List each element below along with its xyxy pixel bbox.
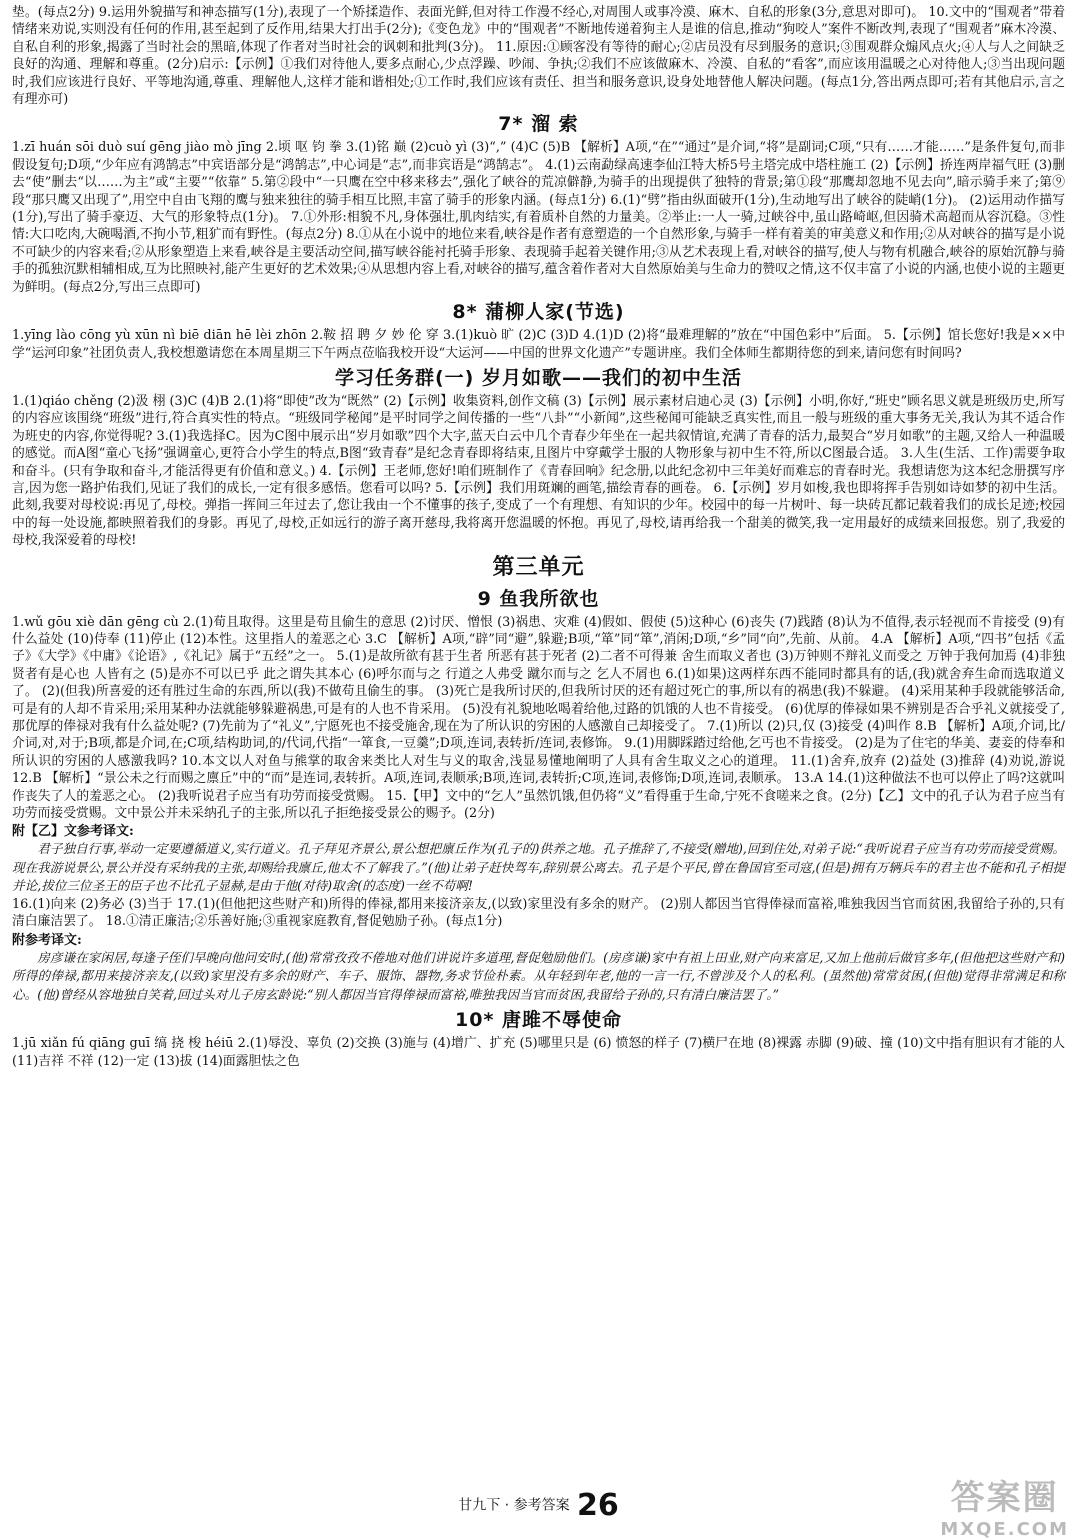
answer-paragraph: 1.jū xiǎn fú qiāng guī 缟 挠 梭 héiū 2.(1)辱没、辜负 (2)交换 (3)施与 (4)增广、扩充 (5)哪里只是 (6) 愤怒的样子 (7)横尸在地 (8)裸露 赤脚 (9)破、撞 (10)文中指有胆识有才能的人 (11)吉祥 不祥 (12)一定 (13)拔 (14)面露胆怯之色 (12, 1036, 1065, 1069)
answer-paragraph: 1.yīng lào cōng yù xūn nì biē diān hē lèi zhōn 2.鞍 招 聘 夕 妙 伦 穿 3.(1)kuò 旷 (2)C (3)D 4.(1)D (2)将“最难理解的”放在“中国色彩中”后面。 5.【示例】馆长您好!我是××中学“运河印象”社团负责人,我校想邀请您在本周星期三下午两点莅临我校开设“大运河——中国的世界文化遗产”专题讲座。我们全体师生都期待您的到来,请问您有时间吗? (12, 328, 1065, 361)
page-footer (0, 1488, 1077, 1523)
watermark-line2: MXQE.COM (940, 1519, 1069, 1540)
section-heading: 7* 溜 索 (498, 113, 579, 136)
answer-paragraph: 1.wǔ gōu xiè dān gēng cù 2.(1)荀且取得。这里是苟且偷生的意思 (2)讨厌、憎恨 (3)祸患、灾难 (4)假如、假使 (5)这种心 (6)丧失 (7)践踏 (8)认为不值得,表示轻视而不肯接受 (9)有什么益处 (10)侍奉 (11)停止 (12)本性。这里指人的羞恶之心 3.C 【解析】A项,“辟”同“避”,躲避;B项,“箪”同“箪”,消闲;D项,“乡”同“向”,先前、从前。 4.A 【解析】A项,“四书”包括《孟子》《大学》《中庸》《论语》,《礼记》属于“五经”之一。 5.(1)是故所欲有甚于生者 所恶有甚于死者 (2)二者不可得兼 舍生而取义者也 (3)万钟则不辩礼义而受之 万钟于我何加焉 (4)非独贤者有是心也 人皆有之 (5)是亦不可以已乎 此之谓失其本心 (6)呼尔而与之 行道之人弗受 蹴尔而与之 乞人不屑也 6.(1)如果)这两样东西不能同时都具有的话,(我)就舍弃生命而选取道义了。 (2)(但我)所喜爱的还有胜过生命的东西,所以(我)不做苟且偷生的事。 (3)死亡是我所讨厌的,但我所讨厌的还有超过死亡的事,所以有的祸患(我)不躲避。 (4)采用某种手段就能够活命,可是有的人却不肯采用;采用某种办法就能够躲避祸患,可是有的人也不肯采用。 (5)没有礼貌地吆喝着给他,过路的饥饿的人也不肯接受。 (6)优厚的俸禄如果不辨别是否合乎礼义就接受了,那优厚的俸禄对我有什么益处呢? (7)先前为了“礼义”,宁愿死也不接受施舍,现在为了所认识的穷困的人感激自己却接受了。 7.(1)所以 (2)只,仅 (3)接受 (4)叫作 8.B 【解析】A项,介词,比/介词,对,对于;B项,都是介词,在;C项,结构助词,的/代词,代指“一箪食,一豆羹”;D项,连词,表转折/连词,表修饰。 9.(1)用脚踩踏过给他,乞丐也不肯接受。 (2)是为了住宅的华美、妻妾的侍奉和所认识的穷困的人感激我吗? 10.本文以人对鱼与熊掌的取舍来类比人对生与义的取舍,浅显易懂地阐明了人具有舍生取义之心的道理。 11.(1)舍弃,放弃 (2)益处 (3)推辞 (4)劝说,游说 12.B 【解析】“景公未之行而赐之廪丘”中的“而”是连词,表转折。A项,连词,表顺承;B项,连词,表转折;C项,连词,表修饰;D项,连词,表顺承。 13.A 14.(1)这种做法不也可以停止了吗?这就叫作丧失了人的羞恶之心。 (2)我听说君子应当有功劳而接受赏赐。 15.【甲】文中的“乞人”虽然饥饿,但仍将“义”看得重于生命,宁死不食嗟来之食。(2分)【乙】文中的孔子认为君子应当有功劳而接受赏赐。文中景公并未采纳孔子的主张,所以孔子拒绝接受景公的赐予。(2分) (12, 614, 1065, 822)
translation-text: 房彦谦在家闲居,每逢子侄们早晚向他问安时,(他)常常孜孜不倦地对他们讲说许多道理,督促勉励他们。(房彦谦)家中有祖上田业,财产向来富足,又加上他前后做官多年,(但他把这些财产和)所得的俸禄,都用来接济亲友,(以致)家里没有多余的财产、车子、服饰、器物,务求节俭朴素。从年轻到年老,他的一言一行,不曾涉及个人的私利。(虽然他)常常贫困,(但他)觉得非常满足和称心。(他)曾经从容地独自笑着,回过头对儿子房玄龄说:“别人都因当官得俸禄而富裕,唯独我因当官而贫困,我留给子孙的,只有清白廉洁罢了。” (12, 949, 1065, 1002)
page-number: 26 (577, 1488, 619, 1523)
watermark-line1: 答案圈 (950, 1478, 1059, 1518)
section-heading: 8* 蒲柳人家(节选) (452, 301, 625, 324)
section-heading: 学习任务群(一) 岁月如歌——我们的初中生活 (335, 366, 742, 389)
footer-label: 甘九下 · 参考答案 (458, 1497, 570, 1514)
answer-paragraph: 16.(1)向来 (2)务必 (3)当于 17.(1)(但他把这些财产和)所得的俸禄,都用来接济亲友,(以致)家里没有多余的财产。 (2)别人都因当官得俸禄而富裕,唯独我因当官而贫困,我留给子孙的,只有清白廉洁罢了。 18.①清正廉洁;②乐善好施;③重视家庭教育,督促勉励子孙。(每点1分) (12, 896, 1065, 930)
answer-content (12, 4, 1065, 1070)
answer-paragraph: 1.zī huán sōi duò suí gēng jiào mò jīng 2.顷 呕 钧 拳 3.(1)铭 巅 (2)cuò yì (3)“,” (4)C (5)B 【解析】A项,“在”“通过”是介词,“将”是副词;C项,“只有……才能……”是条件复句,而非假设复句;D项,“少年应有鸿鹄志”中宾语部分是“鸿鹄志”,中心词是“志”,而非宾语是“鸿鹄志”。 4.(1)云南勐绿高速李仙江特大桥5号主塔完成中塔柱施工 (2)【示例】挢连两岸福气旺 (3)删去“使”删去“以……为主”或“主要”“依靠” 5.第②段中“一只鹰在空中移来移去”,强化了峡谷的荒凉僻静,为骑手的出现提供了独特的背景;第①段“那鹰却忽地不见去向”,暗示骑手来了;第⑨段“那只鹰又出现了”,用空中自由飞翔的鹰与独来独往的骑手相互比照,丰富了骑手的形象内涵。(每点1分) 6.(1)“劈”指由纵面破开(1分),生动地写出了峡谷的陡峭(1分)。 (2)运用动作描写(1分),写出了骑手豪迈、大气的形象特点(1分)。 7.①外形:相貌不凡,身体强壮,肌肉结实,有着质朴自然的力量美。②举止:一人一骑,过峡谷中,虽山路崎岖,但因骑术高超而从容沉稳。③性情:大口吃肉,大碗喝酒,不拘小节,粗犷而有野性。(每点2分) 8.①从在小说中的地位来看,峡谷是作者有意塑造的一个自然形象,与骑手一样有着美的审美意义和作用;②从对峡谷的描写是小说不可缺少的内容来看;②从形象塑造上来看,峡谷是主要活动空间,描写峡谷能衬托骑手形象、表现骑手起着关键作用;③从艺术表现上看,对峡谷的描写,使人与物有机融合,峡谷的原始沉静与骑手的孤独沉默相辅相成,互为比照映衬,能产生更好的艺术效果;④从思想内容上看,对峡谷的描写,蕴含着作者对大自然原始美与生命力的赞叹之情,这不仅丰富了小说的内涵,也使小说的主题更为鲜明。(每点2分,写出三点即可) (12, 140, 1065, 295)
section-heading: 第三单元 (492, 554, 585, 580)
translation-text: 君子独自行事,举动一定要遵循道义,实行道义。孔子拜见齐景公,景公想把廪丘作为(孔子的)供养之地。孔子推辞了,不接受(赠地),回到住处,对弟子说:“我听说君子应当有功劳而接受赏赐。现在我游说景公,景公并没有采纳我的主张,却赐给我廪丘,他太不了解我了。”(他)让弟子赶快驾车,辞别景公离去。孔子是个平民,曾在鲁国官至司寇,(但是)拥有万辆兵车的君主也不能和孔子相提并论,拔位三位圣王的臣子也不比孔子显赫,是由于他(对待)取舍(的态度)一丝不苟啊! (12, 841, 1065, 894)
answer-paragraph: 垫。(每点2分) 9.运用外貌描写和神态描写(1分),表现了一个矫揉造作、表面光鲜,但对待工作漫不经心,对周围人或事冷漠、麻木、自私的形象(3分,意思对即可)。 10.文中的“围观者”带着情绪来劝说,实则没有任何的作用,甚至起到了反作用,结果大打出手(2分);《变色龙》中的“围观者”不断地传递着狗主人是谁的信息,推动“狗咬人”案件不断改判,表现了“围观者”麻木冷漠、自私自利的形象,揭露了当时社会的黑暗,体现了作者对当时社会的讽刺和批判(3分)。 11.原因:①顾客没有等待的耐心;②店员没有尽到服务的意识;③围观群众煽风点火;④人与人之间缺乏良好的沟通、理解和尊重。(2分)启示:【示例】①我们对待他人,要多点耐心,少点浮躁、吵闹、争执;②我们不应该做麻木、冷漠、自私的“看客”,而应该用温暖之心对待他人;③当出现问题时,我们应该进行良好、平等地沟通,尊重、理解他人,这样才能和谐相处;①工作时,我们应该有责任、担当和服务意识,设身处地替他人解决问题。(每点1分,答出两点即可;若有其他启示,言之有理亦可) (12, 5, 1065, 108)
answer-paragraph: 1.(1)qiáo chěng (2)汲 栩 (3)C (4)B 2.(1)将“即使”改为“既然” (2)【示例】收集资料,创作文稿 (3)【示例】展示素材启迪心灵 (3)【示例】小明,你好,“班史”顾名思义就是班级历史,所写的内容应该围绕“班级”进行,符合真实性的特点。“班级同学秘闻”是平时同学之间传播的一些“八卦”“小新闻”,这些秘闻可能缺乏真实性,而且一般与班级的重大事务无关,我认为其不适合作为班史的内容,你觉得呢? 3.(1)我选择C。因为C图中展示出“岁月如歌”四个大字,蓝天白云中几个青春少年坐在一起共叙情谊,充满了青春的活力,最契合“岁月如歌”的主题,又给人一种温暖的感觉。而A图“童心飞扬”强调童心,更符合小学生的特点,B图“致青春”是纪念青春即将结束,且图片中穿戴学士服的人物形象与初中生不符,所以C图最合适。 3.人生(生活、工作)需要争取和奋斗。(只有争取和奋斗,才能活得更有价值和意义。) 4.【示例】王老师,您好!咱们班制作了《青春回响》纪念册,以此纪念初中三年美好而难忘的青春时光。我想请您为这本纪念册撰写序言,因为您一路护佑我们,见证了我们的成长,一定有很多感悟。您看可以吗? 5.【示例】我们用斑斓的画笔,描绘青春的画卷。 6.【示例】岁月如梭,我也即将挥手告别如诗如梦的初中生活。此刻,我要对母校说:再见了,母校。弹指一挥间三年过去了,您让我由一个不懂事的孩子,变成了一个有理想、有知识的少年。校园中的每一片树叶、每一块砖瓦都记载着我们的成长足迹;校园中的每一处设施,都映照着我们的身影。再见了,母校,正如远行的游子离开慈母,我将离开您温暖的怀抱。再见了,母校,请再给我一个甜美的微笑,我一定用最好的成绩来回报您。别了,我爱的母校,我深爱着的母校! (12, 393, 1066, 549)
watermark-logo (940, 1470, 1069, 1540)
translation-heading: 附【乙】文参考译文: (12, 824, 134, 840)
section-heading: 9 鱼我所欲也 (477, 587, 600, 610)
translation-heading: 附参考译文: (12, 932, 82, 948)
section-heading: 10* 唐雎不辱使命 (455, 1009, 622, 1032)
